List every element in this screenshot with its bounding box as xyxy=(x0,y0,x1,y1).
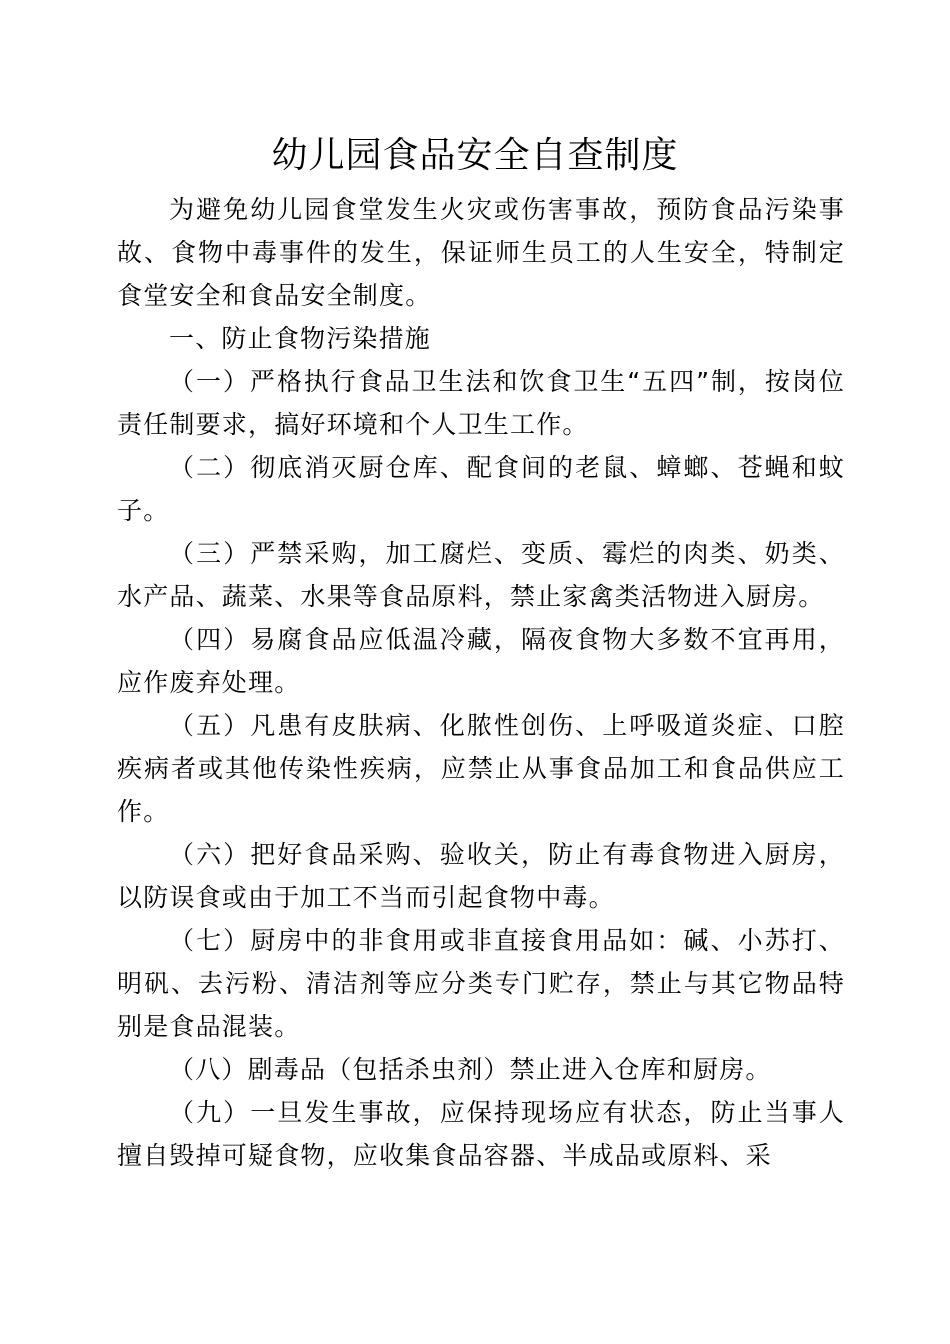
list-item: （五）凡患有皮肤病、化脓性创伤、上呼吸道炎症、口腔疾病者或其他传染性疾病，应禁止从事食品加工和食品供应工作。 xyxy=(117,711,845,826)
list-item: （三）严禁采购，加工腐烂、变质、霉烂的肉类、奶类、水产品、蔬菜、水果等食品原料，禁止家禽类活物进入厨房。 xyxy=(117,539,845,611)
list-item: （八）剧毒品（包括杀虫剂）禁止进入仓库和厨房。 xyxy=(169,1055,772,1084)
intro-paragraph: 为避免幼儿园食堂发生火灾或伤害事故，预防食品污染事故、食物中毒事件的发生，保证师生员工的人生安全，特制定食堂安全和食品安全制度。 xyxy=(117,195,845,310)
list-item: （六）把好食品采购、验收关，防止有毒食物进入厨房，以防误食或由于加工不当而引起食物中毒。 xyxy=(117,840,845,912)
list-item: （二）彻底消灭厨仓库、配食间的老鼠、蟑螂、苍蝇和蚊子。 xyxy=(117,453,845,525)
list-item: （九）一旦发生事故，应保持现场应有状态，防止当事人擅自毁掉可疑食物，应收集食品容器、半成品或原料、采 xyxy=(117,1098,845,1170)
list-item: （七）厨房中的非食用或非直接食用品如：碱、小苏打、明矾、去污粉、清洁剂等应分类专门贮存，禁止与其它物品特别是食品混装。 xyxy=(117,926,845,1041)
document-body xyxy=(117,188,845,1177)
section-heading: 一、防止食物污染措施 xyxy=(169,324,432,353)
list-item: （四）易腐食品应低温冷藏，隔夜食物大多数不宜再用，应作废弃处理。 xyxy=(117,625,845,697)
document-title: 幼儿园食品安全自查制度 xyxy=(271,135,679,176)
list-item: （一）严格执行食品卫生法和饮食卫生“五四”制，按岗位责任制要求，搞好环境和个人卫生工作。 xyxy=(117,367,845,439)
